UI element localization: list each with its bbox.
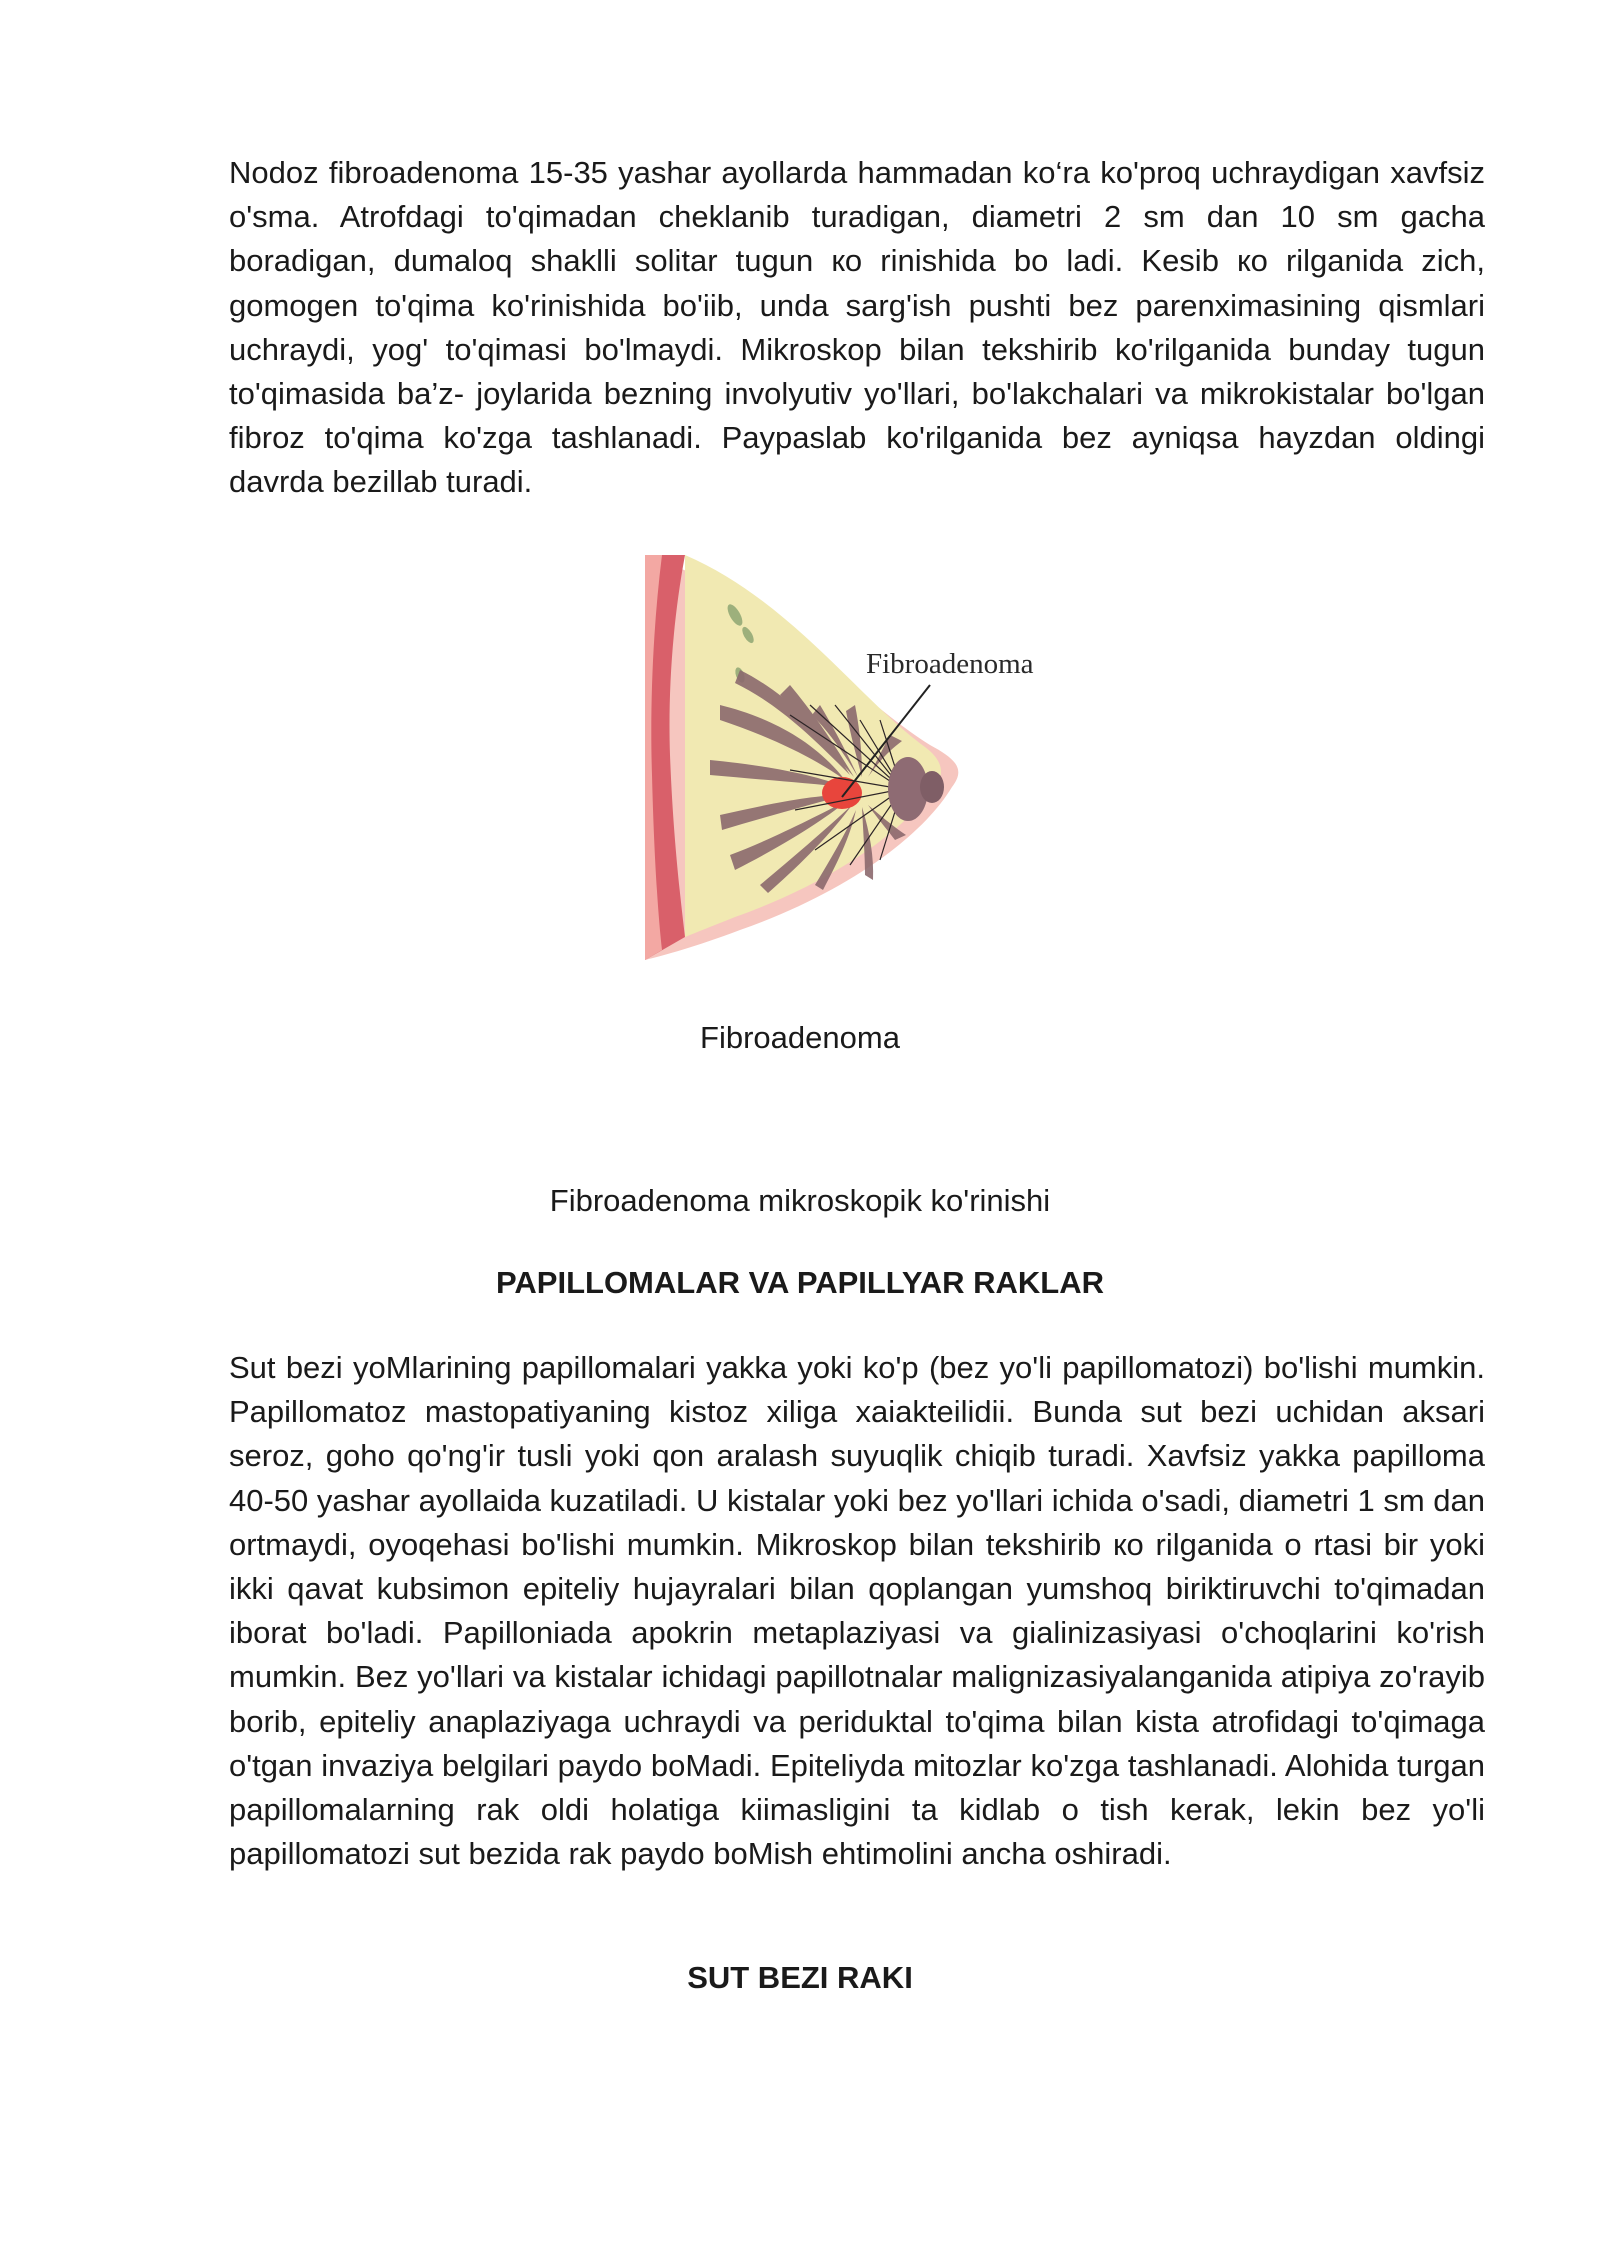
- breast-diagram: [640, 555, 1080, 960]
- paragraph-fibroadenoma: Nodoz fibroadenoma 15-35 yashar ayollarda hammadan ko‘ra ko'proq uchraydigan xavfsiz o'sma. Atrofdagi to'qimadan cheklanib turadigan, diametri 2 sm dan 10 sm gacha boradigan, dumaloq shaklli solitar tugun кo rinishida bo ladi. Kesib кo rilganida zich, gomogen to'qima ko'rinishida bo'iib, unda sarg'ish pushti bez parenximasining qismlari uchraydi, yog' to'qimasi bo'lmaydi. Mikroskop bilan tekshirib ko'rilganida bunday tugun to'qimasida ba’z- joylarida bezning involyutiv yo'llari, bo'lakchalari va mikrokistalar bo'lgan fibroz to'qima ko'zga tashlanadi. Paypaslab ko'rilganida bez ayniqsa hayzdan oldingi davrda bezillab turadi.: [229, 155, 1485, 500]
- paragraph-papillomas: Sut bezi yoMlarining papillomalari yakka yoki ko'p (bez yo'li papillomatozi) bo'lishi mumkin. Papillomatoz mastopatiyaning kistoz xiliga xaiakteilidii. Bunda sut bezi uchidan aksari seroz, goho qo'ng'ir tusli yoki qon aralash suyuqlik chiqib turadi. Xavfsiz yakka papilloma 40-50 yashar ayollaida kuzatiladi. U kistalar yoki bez yo'llari ichida o'sadi, diametri 1 sm dan ortmaydi, oyoqehasi bo'lishi mumkin. Mikroskop bilan tekshirib кo rilganida o rtasi bir yoki ikki qavat kubsimon epiteliy hujayralari bilan qoplangan yumshoq biriktiruvchi to'qimadan iborat bo'ladi. Papilloniada apokrin metaplaziyasi va gialinizasiyasi o'choqlarini ko'rish mumkin. Bez yo'llari va kistalar ichidagi papillotnalar malignizasiyalanganida atipiya zo'rayib borib, epiteliy anaplaziyaga uchraydi va periduktal to'qima bilan kista atrofidagi to'qimaga o'tgan invaziya belgilari paydo boMadi. Epiteliyda mitozlar ko'zga tashlanadi. Alohida turgan papillomalarning rak oldi holatiga kiimasligini ta kidlab o tish kerak, lekin bez yo'li papillomatozi sut bezida rak paydo boMish ehtimolini ancha oshiradi.: [229, 1350, 1485, 1872]
- figure-label: Fibroadenoma: [866, 648, 1034, 680]
- microscopic-caption: Fibroadenoma mikroskopik ko'rinishi: [549, 1183, 1051, 1218]
- fibroadenoma-illustration: [640, 555, 1080, 960]
- fat-tissue: [685, 555, 941, 937]
- nipple: [920, 771, 944, 803]
- heading-papillomas: PAPILLOMALAR VA PAPILLYAR RAKLAR: [496, 1265, 1104, 1300]
- figure-caption: Fibroadenoma: [700, 1020, 900, 1055]
- heading-breast-cancer: SUT BEZI RAKI: [687, 1960, 913, 1995]
